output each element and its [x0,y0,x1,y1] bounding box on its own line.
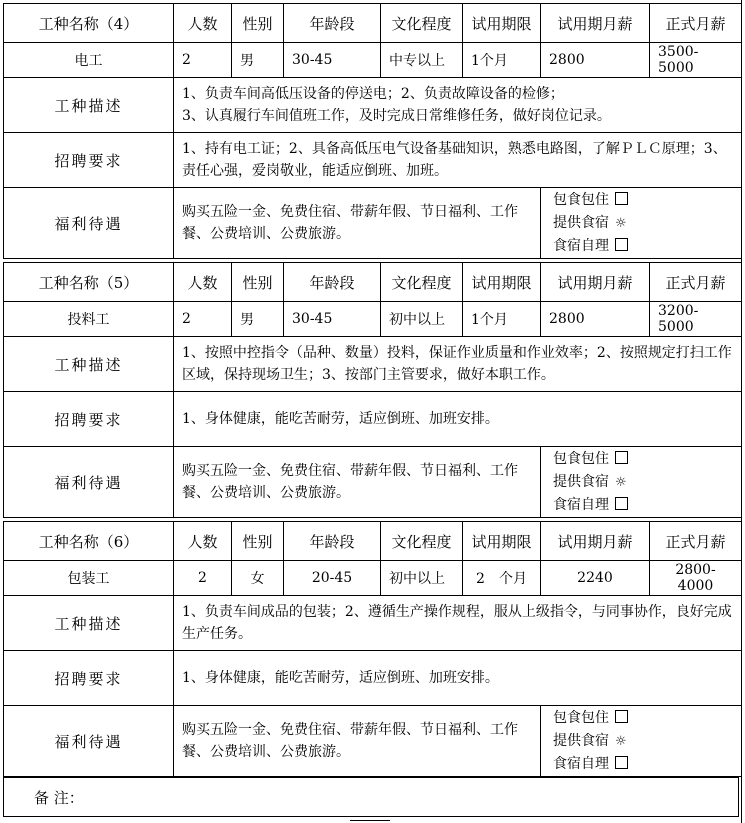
header-trial: 试用期限 [463,4,541,43]
header-count: 人数 [174,4,232,43]
welfare-label: 福利待遇 [4,447,174,518]
header-count: 人数 [174,522,232,561]
option-meals: 提供食宿 ☼ [553,212,733,235]
desc-label: 工种描述 [4,337,174,392]
option-self: 食宿自理 [553,753,733,776]
job-req: 1、身体健康，能吃苦耐劳，适应倒班、加班安排。 [174,392,742,447]
welfare-label: 福利待遇 [4,706,174,777]
header-trial-pay: 试用期月薪 [541,4,650,43]
job-name: 电工 [4,43,174,78]
header-trial-pay: 试用期月薪 [541,263,650,302]
job-table [3,3,742,259]
job-trial: 1个月 [463,43,541,78]
job-block-4 [3,3,741,259]
job-name: 投料工 [4,302,174,337]
req-label: 招聘要求 [4,392,174,447]
welfare-options [541,706,742,777]
checkbox[interactable] [615,497,628,510]
job-trial: 1个月 [463,302,541,337]
job-req: 1、持有电工证；2、具备高低压电气设备基础知识，熟悉电路图，了解ＰＬＣ原理；3、责任心强，爱岗敬业，能适应倒班、加班。 [174,133,742,188]
page-edge-mark [350,820,390,821]
checkbox[interactable] [615,238,628,251]
job-count: 2 [174,43,232,78]
job-age: 30-45 [284,302,381,337]
option-meals: 提供食宿 ☼ [553,471,733,494]
job-block-6 [3,521,741,777]
job-gender: 女 [232,561,284,596]
job-name: 包装工 [4,561,174,596]
job-trial-pay: 2800 [541,43,650,78]
job-desc: 1、负责车间成品的包装；2、遵循生产操作规程，服从上级指令，与同事协作，良好完成生产任务。 [174,596,742,651]
header-trial: 试用期限 [463,263,541,302]
job-count: 2 [174,302,232,337]
option-self: 食宿自理 [553,235,733,258]
job-title: 工种名称（5） [4,263,174,302]
checkbox[interactable] [615,451,628,464]
header-age: 年龄段 [284,4,381,43]
header-education: 文化程度 [381,4,463,43]
job-title: 工种名称（6） [4,522,174,561]
option-board: 包食包住 [553,448,733,471]
option-board: 包食包住 [553,707,733,730]
remark-row [3,777,739,817]
job-title: 工种名称（4） [4,4,174,43]
welfare-options [541,447,742,518]
job-welfare: 购买五险一金、免费住宿、带薪年假、节日福利、工作餐、公费培训、公费旅游。 [174,706,541,777]
desc-label: 工种描述 [4,596,174,651]
job-table [3,521,742,777]
welfare-options [541,188,742,259]
job-table [3,262,742,518]
header-education: 文化程度 [381,263,463,302]
checkbox[interactable] [615,192,628,205]
req-label: 招聘要求 [4,651,174,706]
option-self: 食宿自理 [553,494,733,517]
job-trial-pay: 2800 [541,302,650,337]
remark-label: 备 注： [34,789,84,807]
req-label: 招聘要求 [4,133,174,188]
header-pay: 正式月薪 [650,522,742,561]
job-block-5 [3,262,741,518]
header-education: 文化程度 [381,522,463,561]
checkbox[interactable] [615,710,628,723]
job-age: 20-45 [284,561,381,596]
job-trial-pay: 2240 [541,561,650,596]
job-gender: 男 [232,43,284,78]
job-welfare: 购买五险一金、免费住宿、带薪年假、节日福利、工作餐、公费培训、公费旅游。 [174,447,541,518]
job-age: 30-45 [284,43,381,78]
job-pay: 3200-5000 [650,302,742,337]
job-req: 1、身体健康，能吃苦耐劳，适应倒班、加班安排。 [174,651,742,706]
job-count: 2 [174,561,232,596]
job-desc: 1、负责车间高低压设备的停送电；2、负责故障设备的检修； 3、认真履行车间值班工作，及时完成日常维修任务，做好岗位记录。 [174,78,742,133]
job-desc: 1、按照中控指令（品种、数量）投料，保证作业质量和作业效率；2、按照规定打扫工作区域，保持现场卫生；3、按部门主管要求，做好本职工作。 [174,337,742,392]
header-count: 人数 [174,263,232,302]
job-gender: 男 [232,302,284,337]
header-trial-pay: 试用期月薪 [541,522,650,561]
job-trial: 2 个月 [463,561,541,596]
header-gender: 性别 [232,263,284,302]
header-age: 年龄段 [284,522,381,561]
job-education: 初中以上 [381,302,463,337]
option-meals: 提供食宿 ☼ [553,730,733,753]
job-welfare: 购买五险一金、免费住宿、带薪年假、节日福利、工作餐、公费培训、公费旅游。 [174,188,541,259]
job-pay: 2800-4000 [650,561,742,596]
welfare-label: 福利待遇 [4,188,174,259]
sun-icon[interactable]: ☼ [615,733,627,749]
sun-icon[interactable]: ☼ [615,215,627,231]
header-trial: 试用期限 [463,522,541,561]
header-age: 年龄段 [284,263,381,302]
job-education: 中专以上 [381,43,463,78]
desc-label: 工种描述 [4,78,174,133]
header-gender: 性别 [232,522,284,561]
job-pay: 3500-5000 [650,43,742,78]
header-gender: 性别 [232,4,284,43]
option-board: 包食包住 [553,189,733,212]
header-pay: 正式月薪 [650,263,742,302]
header-pay: 正式月薪 [650,4,742,43]
job-education: 初中以上 [381,561,463,596]
checkbox[interactable] [615,756,628,769]
sun-icon[interactable]: ☼ [615,474,627,490]
